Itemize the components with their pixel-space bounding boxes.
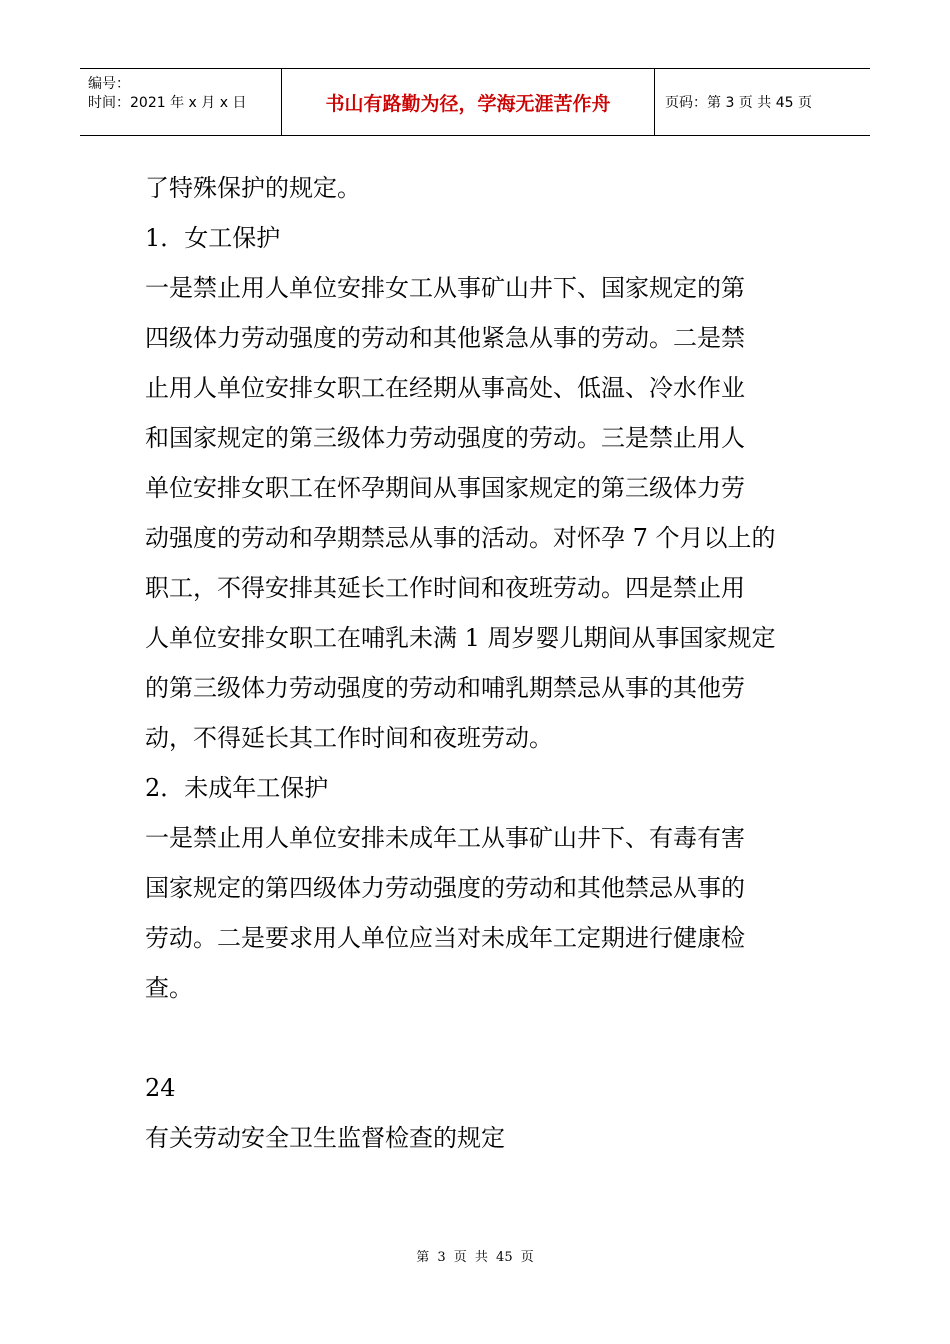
header-page-info: 页码：第 3 页 共 45 页 <box>665 95 812 111</box>
subsection-heading-minor-workers: 2．未成年工保护 <box>145 774 329 802</box>
body-line: 单位安排女职工在怀孕期间从事国家规定的第三级体力劳 <box>145 474 745 502</box>
body-line: 止用人单位安排女职工在经期从事高处、低温、冷水作业 <box>145 374 745 402</box>
body-line: 动，不得延长其工作时间和夜班劳动。 <box>145 724 553 752</box>
section-title: 有关劳动安全卫生监督检查的规定 <box>145 1124 505 1152</box>
document-date-label: 时间：2021 年 x 月 x 日 <box>88 95 247 111</box>
body-line: 了特殊保护的规定。 <box>145 174 361 202</box>
body-line: 职工，不得安排其延长工作时间和夜班劳动。四是禁止用 <box>145 574 745 602</box>
header-meta-cell <box>80 69 282 135</box>
body-line: 劳动。二是要求用人单位应当对未成年工定期进行健康检 <box>145 924 745 952</box>
body-line: 动强度的劳动和孕期禁忌从事的活动。对怀孕 7 个月以上的 <box>145 524 776 552</box>
body-line: 查。 <box>145 974 193 1002</box>
body-line: 的第三级体力劳动强度的劳动和哺乳期禁忌从事的其他劳 <box>145 674 745 702</box>
document-number-label: 编号： <box>88 76 130 92</box>
body-line: 人单位安排女职工在哺乳未满 1 周岁婴儿期间从事国家规定 <box>145 624 776 652</box>
subsection-heading-female-workers: 1．女工保护 <box>145 224 281 252</box>
section-number: 24 <box>145 1074 176 1102</box>
page-footer: 第 3 页 共 45 页 <box>416 1250 534 1265</box>
body-line: 和国家规定的第三级体力劳动强度的劳动。三是禁止用人 <box>145 424 745 452</box>
page-header <box>80 68 870 136</box>
body-line: 国家规定的第四级体力劳动强度的劳动和其他禁忌从事的 <box>145 874 745 902</box>
body-line: 一是禁止用人单位安排未成年工从事矿山井下、有毒有害 <box>145 824 745 852</box>
body-line: 四级体力劳动强度的劳动和其他紧急从事的劳动。二是禁 <box>145 324 745 352</box>
paragraph-spacer <box>145 1013 815 1063</box>
header-motto: 书山有路勤为径，学海无涯苦作舟 <box>282 69 655 135</box>
document-body <box>145 163 815 1163</box>
body-line: 一是禁止用人单位安排女工从事矿山井下、国家规定的第 <box>145 274 745 302</box>
